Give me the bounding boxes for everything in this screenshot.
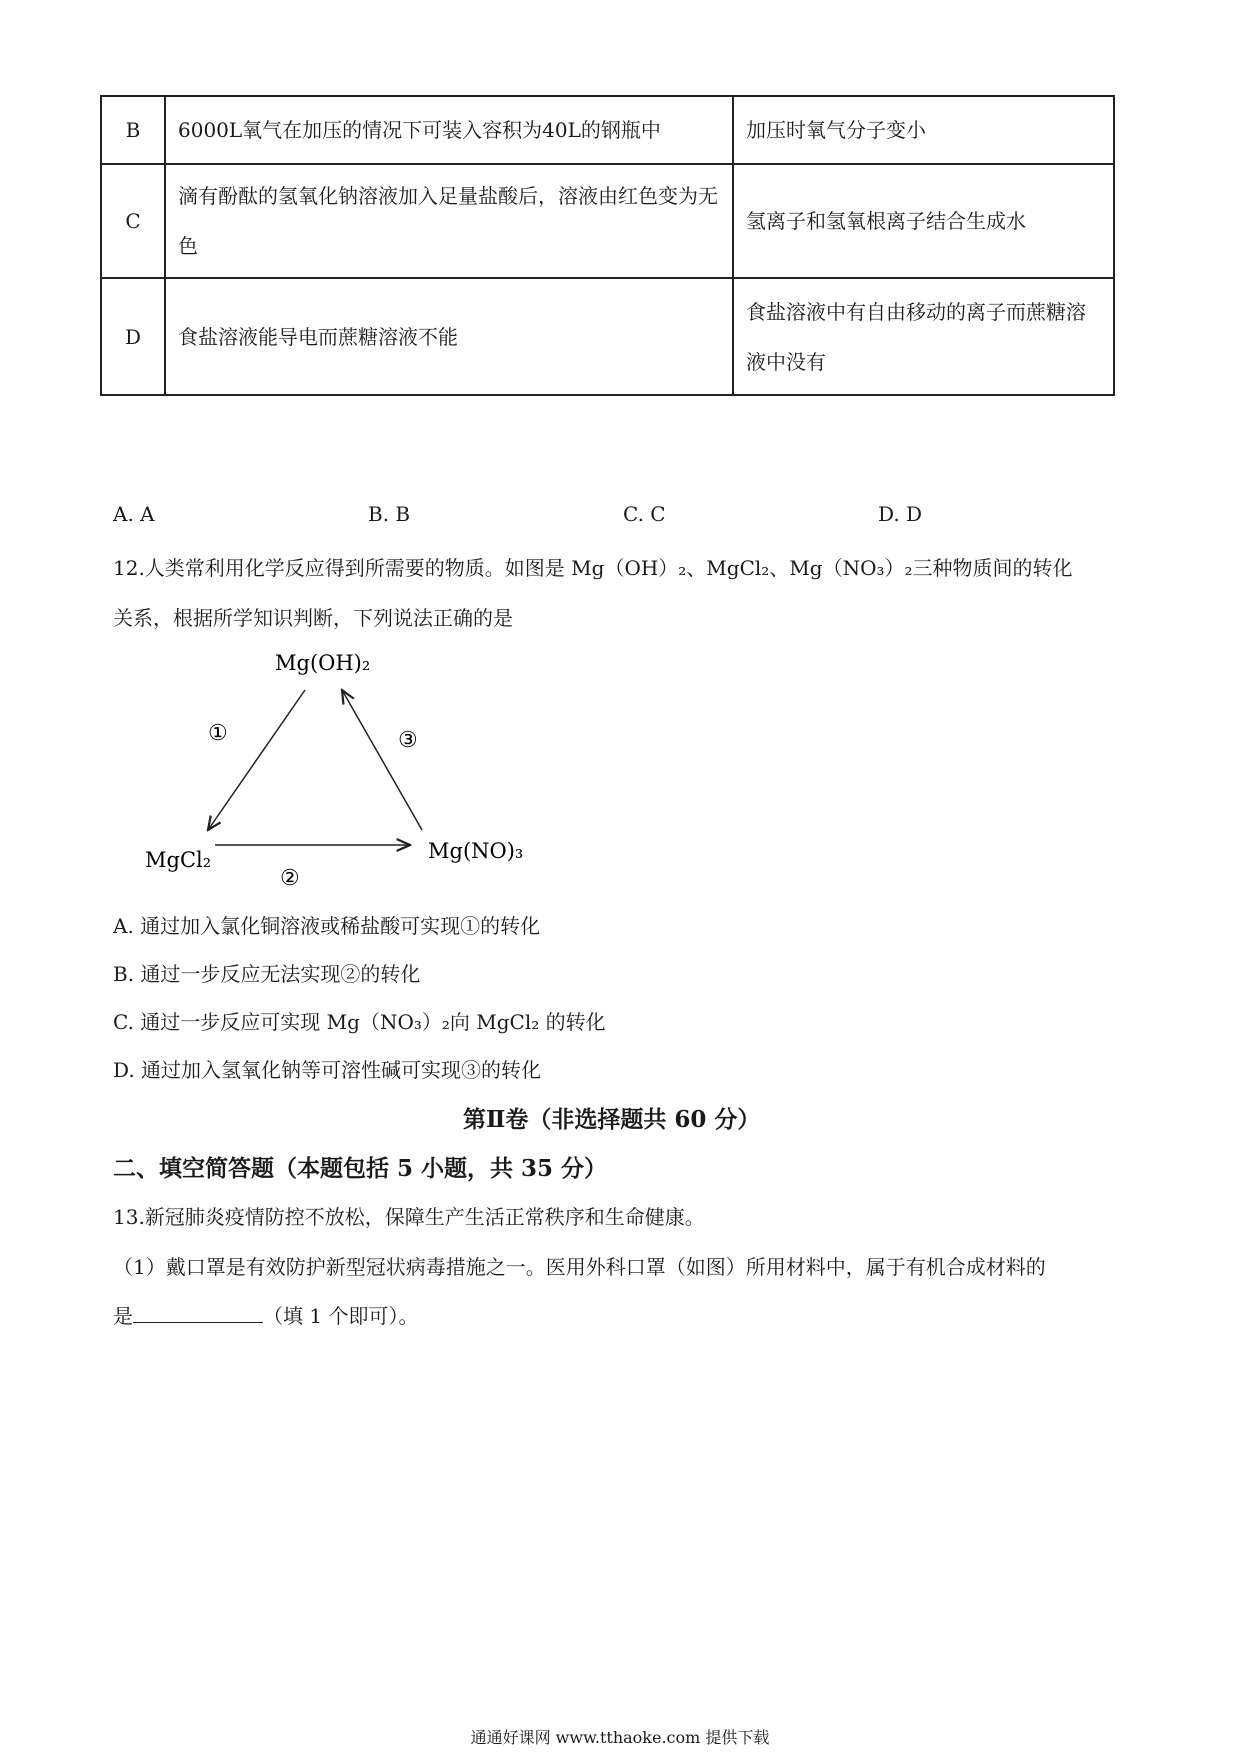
option-b[interactable]: B. B — [368, 502, 411, 526]
footer: 通通好课网 www.tthaoke.com 提供下载 — [470, 1728, 770, 1747]
row-fact: 6000L氧气在加压的情况下可装入容积为40L的钢瓶中 — [165, 96, 733, 164]
mgno3-label: Mg(NO)₃ — [428, 839, 524, 863]
sub1-prefix: 是 — [113, 1304, 133, 1328]
row-key: D — [101, 278, 165, 395]
q12-option-d[interactable]: D. 通过加入氢氧化钠等可溶性碱可实现③的转化 — [113, 1058, 542, 1082]
q12-stem-line2: 关系，根据所学知识判断，下列说法正确的是 — [113, 606, 513, 630]
comparison-table — [100, 95, 1115, 396]
q12-stem-line1: 12.人类常利用化学反应得到所需要的物质。如图是 Mg（OH）₂、MgCl₂、Mg（NO₃）₂三种物质间的转化 — [113, 556, 1073, 580]
sub1-suffix: （填 1 个即可）。 — [263, 1304, 419, 1328]
option-d[interactable]: D. D — [878, 502, 923, 526]
table-row — [101, 278, 1114, 395]
row-fact: 滴有酚酞的氢氧化钠溶液加入足量盐酸后，溶液由红色变为无色 — [165, 164, 733, 278]
section-title: 二、填空简答题（本题包括 5 小题，共 35 分） — [113, 1155, 608, 1182]
part2-title: 第Ⅱ卷（非选择题共 60 分） — [463, 1106, 761, 1133]
row-explanation: 食盐溶液中有自由移动的离子而蔗糖溶液中没有 — [733, 278, 1114, 395]
arrow-3 — [342, 690, 422, 830]
row-key: C — [101, 164, 165, 278]
table-row — [101, 96, 1114, 164]
option-c[interactable]: C. C — [623, 502, 666, 526]
row-explanation: 氢离子和氢氧根离子结合生成水 — [733, 164, 1114, 278]
mgoh2-label: Mg(OH)₂ — [275, 651, 371, 675]
q13-stem: 13.新冠肺炎疫情防控不放松，保障生产生活正常秩序和生命健康。 — [113, 1205, 705, 1229]
label-3: ③ — [398, 728, 418, 753]
q12-option-a[interactable]: A. 通过加入氯化铜溶液或稀盐酸可实现①的转化 — [113, 914, 541, 938]
q13-sub1-line2 — [113, 1300, 418, 1329]
table-row — [101, 164, 1114, 278]
option-a[interactable]: A. A — [113, 502, 155, 526]
mgcl2-label: MgCl₂ — [145, 848, 212, 872]
row-fact: 食盐溶液能导电而蔗糖溶液不能 — [165, 278, 733, 395]
q13-sub1-line1: （1）戴口罩是有效防护新型冠状病毒措施之一。医用外科口罩（如图）所用材料中，属于有机合成材料的 — [113, 1255, 1046, 1279]
row-key: B — [101, 96, 165, 164]
label-2: ② — [280, 866, 300, 891]
arrow-1 — [208, 690, 305, 830]
answer-blank[interactable] — [133, 1304, 263, 1323]
q12-option-b[interactable]: B. 通过一步反应无法实现②的转化 — [113, 962, 421, 986]
q12-option-c[interactable]: C. 通过一步反应可实现 Mg（NO₃）₂向 MgCl₂ 的转化 — [113, 1010, 606, 1034]
row-explanation: 加压时氧气分子变小 — [733, 96, 1114, 164]
label-1: ① — [208, 721, 228, 746]
conversion-diagram — [130, 645, 550, 895]
